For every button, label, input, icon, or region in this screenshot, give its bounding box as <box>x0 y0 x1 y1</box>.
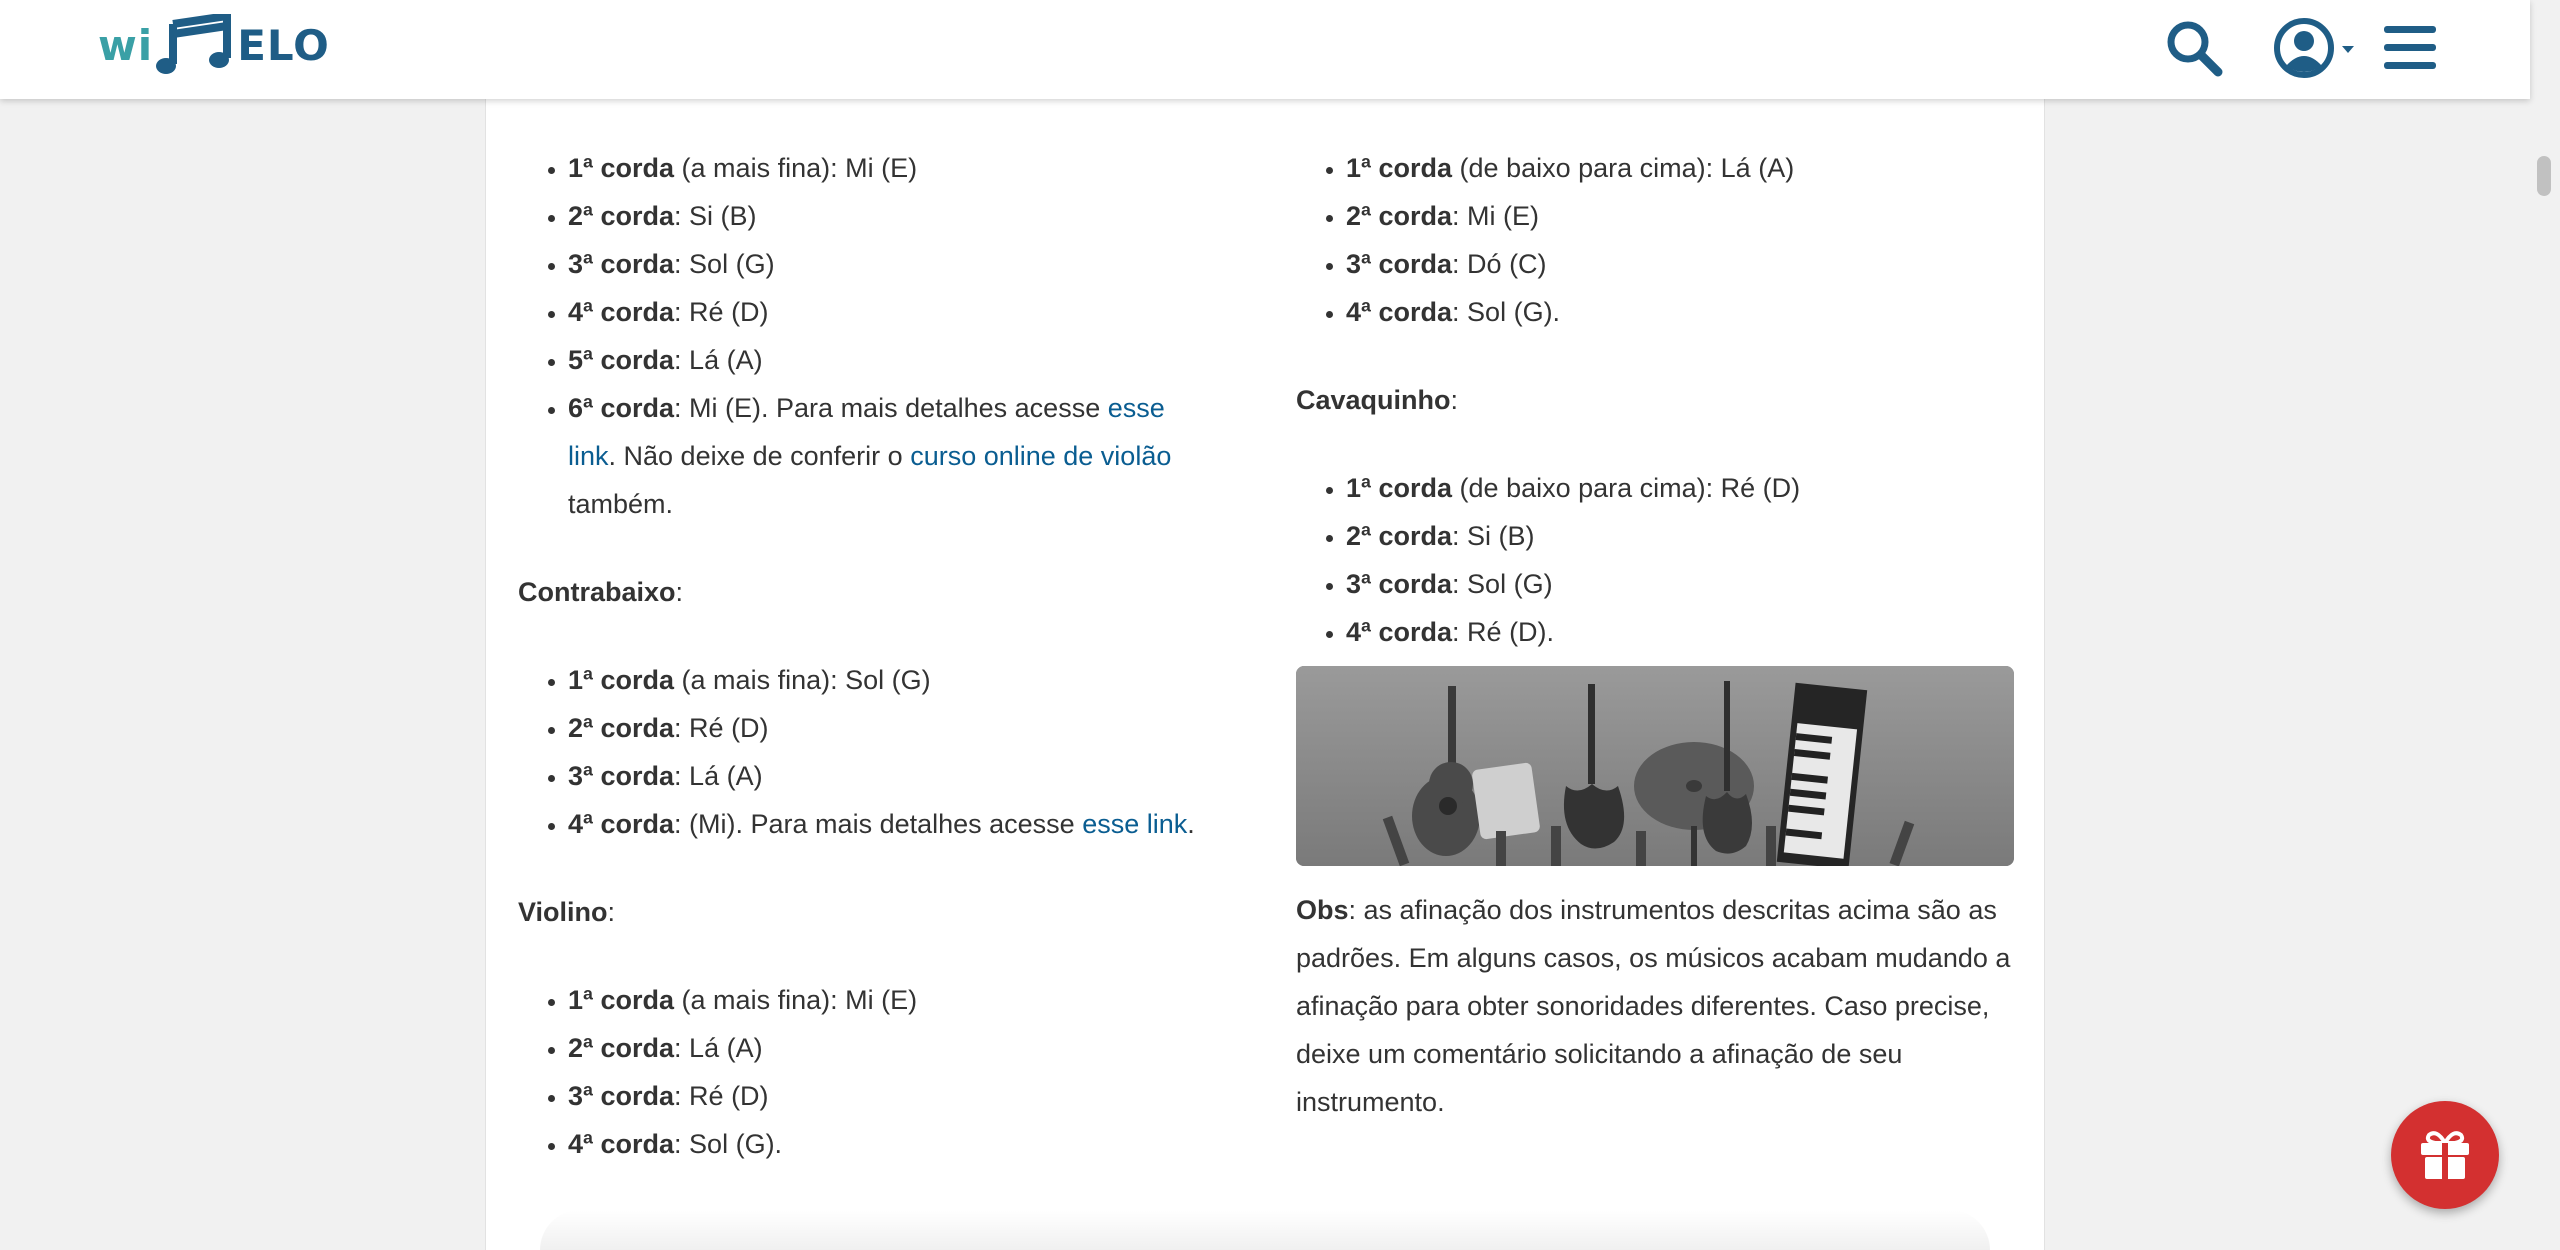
hamburger-menu-icon <box>2382 22 2438 74</box>
next-section-edge <box>540 1210 1990 1250</box>
logo-text-end: ELO <box>237 20 330 70</box>
instruments-illustration <box>1296 666 2014 866</box>
gift-button[interactable] <box>2391 1101 2499 1209</box>
observation-note: Obs: as afinação dos instrumentos descritas acima são as padrões. Em alguns casos, os músicos acabam mudando a afinação para obter sonoridades diferentes. Caso precise, deixe um comentário solicitando a afinação de seu instrumento. <box>1296 895 2011 1117</box>
list-item: • 2ª corda: Ré (D) <box>568 704 1218 752</box>
list-item: • 3ª corda: Dó (C) <box>1346 240 2026 288</box>
list-item: • 3ª corda: Lá (A) <box>568 752 1218 800</box>
logo-text-start: wi <box>98 20 154 70</box>
violino-strings-list <box>518 976 1218 1168</box>
user-account-icon <box>2272 16 2358 80</box>
list-item: • 5ª corda: Lá (A) <box>568 336 1218 384</box>
list-item: • 3ª corda: Ré (D) <box>568 1072 1218 1120</box>
list-item: • 4ª corda: Ré (D). <box>1346 608 2026 656</box>
list-item: • 4ª corda: Sol (G). <box>568 1120 1218 1168</box>
music-note-icon <box>155 14 235 76</box>
search-icon <box>2164 18 2224 78</box>
esse-link-contrabaixo[interactable]: esse link <box>1082 809 1188 839</box>
list-item: • 3ª corda: Sol (G) <box>1346 560 2026 608</box>
contrabaixo-heading: Contrabaixo: <box>518 577 684 607</box>
search-button[interactable] <box>2162 16 2226 80</box>
main-menu-button[interactable] <box>2380 16 2440 80</box>
viola-strings-list <box>1296 144 2026 336</box>
list-item: • 2ª corda: Lá (A) <box>568 1024 1218 1072</box>
list-item: • 2ª corda: Si (B) <box>568 192 1218 240</box>
list-item: • 6ª corda: Mi (E). Para mais detalhes acesse esse link. Não deixe de conferir o curso online de violão também. <box>568 384 1218 528</box>
list-item: • 1ª corda (a mais fina): Mi (E) <box>568 144 1218 192</box>
cavaquinho-heading: Cavaquinho: <box>1296 385 1459 415</box>
list-item: • 1ª corda (de baixo para cima): Ré (D) <box>1346 464 2026 512</box>
right-column <box>1296 144 2026 1126</box>
list-item: • 2ª corda: Mi (E) <box>1346 192 2026 240</box>
left-column <box>518 144 1218 1168</box>
user-account-button[interactable] <box>2270 16 2360 80</box>
gift-icon <box>2417 1127 2473 1183</box>
list-item: • 2ª corda: Si (B) <box>1346 512 2026 560</box>
list-item: • 1ª corda (a mais fina): Mi (E) <box>568 976 1218 1024</box>
site-logo[interactable] <box>98 10 330 80</box>
scrollbar-thumb[interactable] <box>2537 156 2551 196</box>
list-item: • 4ª corda: Sol (G). <box>1346 288 2026 336</box>
list-item: • 4ª corda: (Mi). Para mais detalhes acesse esse link. <box>568 800 1218 848</box>
article-content <box>485 99 2045 1250</box>
violao-strings-list <box>518 144 1218 528</box>
contrabaixo-strings-list <box>518 656 1218 848</box>
violino-heading: Violino: <box>518 897 616 927</box>
list-item: • 3ª corda: Sol (G) <box>568 240 1218 288</box>
cavaquinho-strings-list <box>1296 464 2026 656</box>
list-item: • 1ª corda (a mais fina): Sol (G) <box>568 656 1218 704</box>
instruments-photo <box>1296 666 2014 866</box>
top-navigation-bar <box>0 0 2530 99</box>
list-item: • 4ª corda: Ré (D) <box>568 288 1218 336</box>
list-item: • 1ª corda (de baixo para cima): Lá (A) <box>1346 144 2026 192</box>
curso-online-violao-link[interactable]: curso online de violão <box>910 441 1172 471</box>
esse-link[interactable]: esse link <box>568 393 1165 471</box>
